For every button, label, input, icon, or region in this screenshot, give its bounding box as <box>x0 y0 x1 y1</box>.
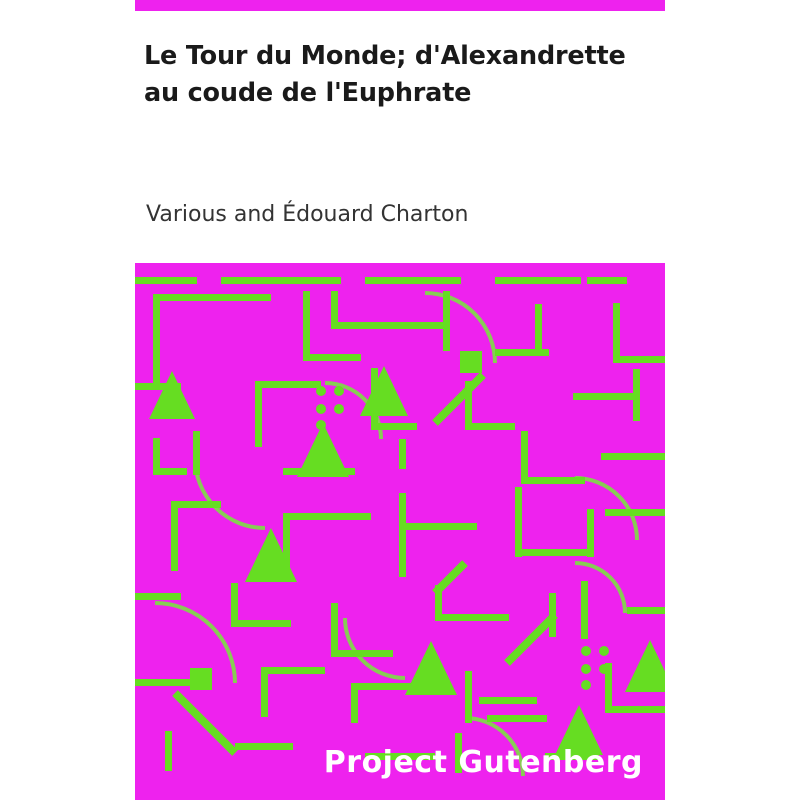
pattern-dot <box>599 646 609 656</box>
pattern-bar <box>235 743 293 750</box>
pattern-triangle <box>625 640 665 692</box>
cover-pattern-svg <box>135 263 665 800</box>
cover-artwork <box>135 263 665 800</box>
pattern-bar <box>465 671 472 723</box>
pattern-bar <box>261 667 325 674</box>
publisher-label: Project Gutenberg <box>323 745 643 780</box>
pattern-bar <box>465 423 515 430</box>
pattern-bar <box>399 493 406 577</box>
diagonal-line <box>507 615 555 663</box>
pattern-dot <box>316 420 326 430</box>
pattern-bar <box>231 620 291 627</box>
pattern-bar <box>587 277 627 284</box>
page-title: Le Tour du Monde; d'Alexandrette au coude de l'Euphrate <box>144 41 626 108</box>
pattern-bar <box>601 453 665 460</box>
pattern-bar <box>193 431 200 475</box>
pattern-dot <box>316 386 326 396</box>
arc-icon <box>195 458 265 528</box>
pattern-bar <box>573 393 633 400</box>
pattern-bar <box>303 291 310 361</box>
pattern-bar <box>135 593 181 600</box>
pattern-bar <box>399 439 406 469</box>
pattern-bar <box>365 277 461 284</box>
pattern-bar <box>495 277 581 284</box>
pattern-bar <box>153 468 187 475</box>
pattern-bar <box>255 381 262 447</box>
pattern-dot <box>581 664 591 674</box>
pattern-bar <box>399 523 477 530</box>
pattern-bar <box>465 381 472 429</box>
pattern-bar <box>435 614 509 621</box>
pattern-dot <box>581 680 591 690</box>
pattern-dot <box>599 664 609 674</box>
pattern-bar <box>331 650 393 657</box>
pattern-dot <box>334 404 344 414</box>
pattern-bar <box>515 549 591 556</box>
pattern-bar <box>515 487 522 557</box>
diagonal-line <box>175 693 235 753</box>
pattern-bar <box>371 423 417 430</box>
pattern-bar <box>613 303 620 363</box>
pattern-bar <box>605 509 665 516</box>
pattern-bar <box>283 513 371 520</box>
pattern-bar <box>303 354 361 361</box>
pattern-bar <box>549 593 556 637</box>
pattern-triangle <box>360 366 408 416</box>
pattern-bar <box>135 679 195 686</box>
cover-shape-group <box>135 277 665 773</box>
diagonal-decorations <box>175 375 555 753</box>
pattern-bar <box>581 581 588 639</box>
pattern-bar <box>221 277 341 284</box>
pattern-bar <box>495 349 549 356</box>
pattern-bar <box>633 369 640 421</box>
pattern-bar <box>135 277 197 284</box>
pattern-bar <box>613 356 665 363</box>
pattern-bar <box>521 477 585 484</box>
pattern-bar <box>535 304 542 356</box>
pattern-bar <box>627 607 665 614</box>
pattern-dot <box>581 646 591 656</box>
top-accent-bar <box>135 0 665 11</box>
pattern-dot <box>334 386 344 396</box>
pattern-triangle <box>405 641 457 695</box>
pattern-bar <box>171 501 178 571</box>
pattern-bar <box>443 291 450 351</box>
pattern-bar <box>521 431 528 483</box>
arc-decorations <box>155 293 637 776</box>
pattern-bar <box>255 381 321 388</box>
pattern-bar <box>171 501 221 508</box>
pattern-bar <box>351 683 358 723</box>
pattern-bar <box>605 706 665 713</box>
pattern-bar <box>587 509 594 557</box>
pattern-dot <box>316 404 326 414</box>
arc-icon <box>345 618 405 678</box>
pattern-bar <box>153 294 160 390</box>
pattern-bar <box>165 731 172 771</box>
pattern-bar <box>153 294 271 301</box>
pattern-square <box>460 351 482 373</box>
pattern-square <box>190 668 212 690</box>
pattern-triangle <box>297 423 349 477</box>
book-author: Various and Édouard Charton <box>146 202 469 227</box>
diagonal-line <box>435 375 483 423</box>
pattern-bar <box>331 322 449 329</box>
pattern-bar <box>487 715 547 722</box>
pattern-bar <box>261 667 268 717</box>
pattern-bar <box>331 603 338 657</box>
pattern-bar <box>479 697 537 704</box>
